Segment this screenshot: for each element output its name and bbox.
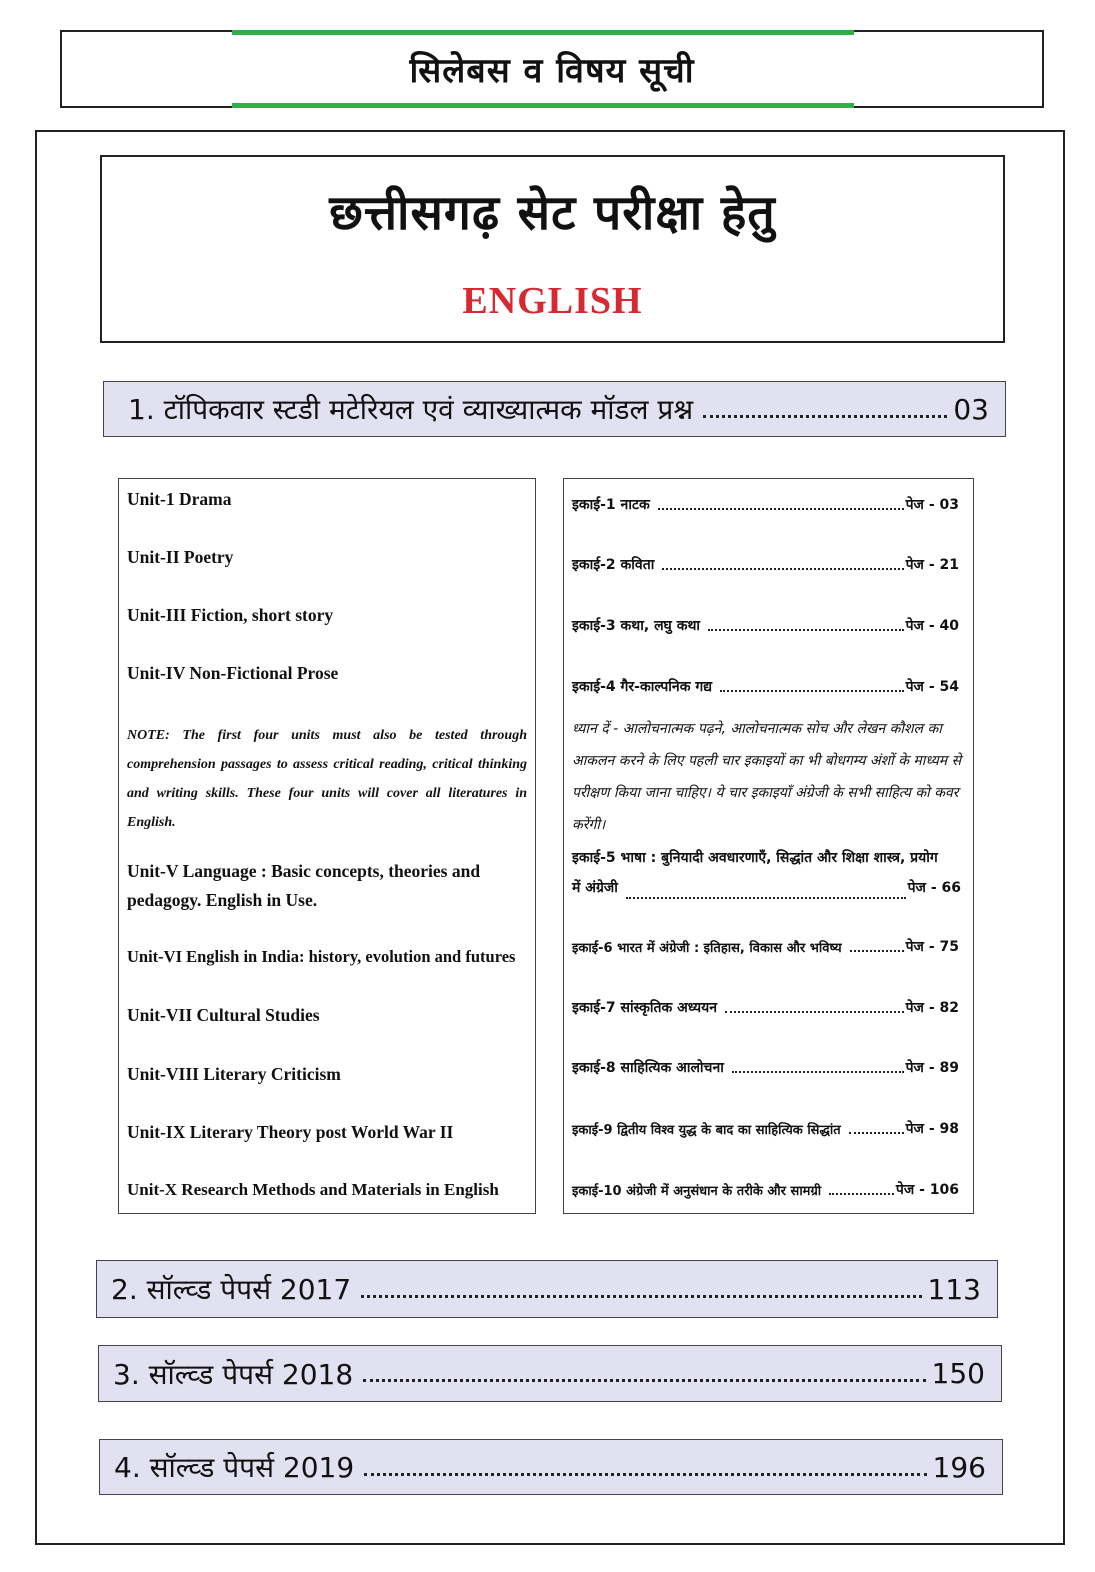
dot-leader bbox=[850, 950, 904, 952]
subject-title: ENGLISH bbox=[462, 280, 643, 322]
unit-page: पेज - 89 bbox=[905, 1060, 959, 1076]
section-topicwise-material[interactable] bbox=[103, 381, 1006, 437]
unit-title: इकाई-4 गैर-काल्पनिक गद्य bbox=[572, 679, 713, 695]
dot-leader bbox=[829, 1193, 894, 1195]
section-solved-papers-2019[interactable] bbox=[99, 1439, 1003, 1495]
hindi-unit-10[interactable] bbox=[572, 1180, 959, 1199]
exam-title: छत्तीसगढ़ सेट परीक्षा हेतु bbox=[329, 185, 776, 241]
title-box bbox=[100, 155, 1005, 343]
hindi-unit-4[interactable] bbox=[572, 677, 959, 696]
green-rule-bottom bbox=[232, 103, 854, 108]
section-label: 3. सॉल्व्ड पेपर्स 2018 bbox=[113, 1357, 354, 1391]
unit-page: पेज - 40 bbox=[905, 618, 959, 634]
hindi-unit-3[interactable] bbox=[572, 616, 959, 635]
unit-5: Unit-V Language : Basic concepts, theories and pedagogy. English in Use. bbox=[127, 861, 481, 910]
section-page: 196 bbox=[932, 1450, 986, 1484]
section-label: 2. सॉल्व्ड पेपर्स 2017 bbox=[111, 1273, 352, 1306]
unit-title: इकाई-2 कविता bbox=[572, 557, 655, 573]
unit-title: इकाई-9 द्वितीय विश्व युद्ध के बाद का साहित्यिक सिद्धांत bbox=[572, 1123, 841, 1138]
unit-4: Unit-IV Non-Fictional Prose bbox=[127, 663, 339, 683]
hindi-syllabus-box bbox=[563, 478, 974, 1214]
dot-leader bbox=[662, 568, 903, 570]
unit-1: Unit-1 Drama bbox=[127, 489, 232, 509]
unit-title: इकाई-1 नाटक bbox=[572, 497, 650, 513]
hindi-unit-2[interactable] bbox=[572, 555, 959, 574]
unit-page: पेज - 54 bbox=[905, 679, 959, 695]
dot-leader bbox=[725, 1011, 904, 1013]
unit-page: पेज - 98 bbox=[905, 1121, 959, 1137]
dot-leader bbox=[626, 897, 906, 899]
unit-page: पेज - 21 bbox=[905, 557, 959, 573]
unit-page: पेज - 82 bbox=[905, 1000, 959, 1016]
unit-page: पेज - 75 bbox=[905, 939, 959, 955]
dot-leader bbox=[361, 1295, 921, 1298]
unit-7: Unit-VII Cultural Studies bbox=[127, 1005, 320, 1025]
green-rule-top bbox=[232, 30, 854, 35]
section-page: 113 bbox=[927, 1272, 981, 1306]
section-label: 4. सॉल्व्ड पेपर्स 2019 bbox=[114, 1451, 355, 1484]
unit-title-line1: इकाई-5 भाषा : बुनियादी अवधारणाएँ, सिद्धांत और शिक्षा शास्त्र, प्रयोग bbox=[572, 850, 938, 866]
unit-6: Unit-VI English in India: history, evolution and futures bbox=[127, 947, 516, 966]
hindi-unit-6[interactable] bbox=[572, 937, 959, 956]
hindi-unit-5[interactable] bbox=[572, 843, 961, 903]
hindi-unit-1[interactable] bbox=[572, 495, 959, 514]
header-banner bbox=[60, 30, 1044, 108]
unit-title-line2: में अंग्रेजी bbox=[572, 880, 618, 896]
dot-leader bbox=[708, 629, 904, 631]
dot-leader bbox=[364, 1473, 926, 1476]
dot-leader bbox=[732, 1071, 904, 1073]
hindi-note: ध्यान दें - आलोचनात्मक पढ़ने, आलोचनात्मक सोच और लेखन कौशल का आकलन करने के लिए पहली चार इकाइयों का भी बोधगम्य अंशों के माध्यम से परीक्षण किया जाना चाहिए। ये चार इकाइयाँ अंग्रेजी के सभी साहित्य को कवर करेंगी। bbox=[572, 721, 962, 833]
section-solved-papers-2017[interactable] bbox=[96, 1260, 998, 1318]
unit-title: इकाई-6 भारत में अंग्रेजी : इतिहास, विकास और भविष्य bbox=[572, 941, 842, 956]
unit-8: Unit-VIII Literary Criticism bbox=[127, 1064, 341, 1084]
dot-leader bbox=[849, 1132, 904, 1134]
dot-leader bbox=[363, 1379, 925, 1382]
hindi-unit-8[interactable] bbox=[572, 1058, 959, 1077]
dot-leader bbox=[703, 415, 947, 418]
section-page: 03 bbox=[953, 392, 989, 426]
unit-page: पेज - 106 bbox=[895, 1182, 959, 1198]
unit-title: इकाई-8 साहित्यिक आलोचना bbox=[572, 1060, 724, 1076]
unit-3: Unit-III Fiction, short story bbox=[127, 605, 334, 625]
dot-leader bbox=[658, 508, 904, 510]
english-syllabus-box bbox=[118, 478, 536, 1214]
unit-page: पेज - 66 bbox=[907, 880, 961, 896]
dot-leader bbox=[720, 690, 904, 692]
unit-9: Unit-IX Literary Theory post World War II bbox=[127, 1122, 454, 1142]
hindi-unit-9[interactable] bbox=[572, 1119, 959, 1138]
section-solved-papers-2018[interactable] bbox=[98, 1345, 1002, 1402]
unit-2: Unit-II Poetry bbox=[127, 547, 234, 567]
banner-title: सिलेबस व विषय सूची bbox=[409, 51, 695, 91]
unit-title: इकाई-7 सांस्कृतिक अध्ययन bbox=[572, 1000, 718, 1016]
section-page: 150 bbox=[931, 1357, 985, 1390]
unit-10: Unit-X Research Methods and Materials in English bbox=[127, 1180, 499, 1199]
unit-title: इकाई-3 कथा, लघु कथा bbox=[572, 618, 701, 634]
hindi-unit-7[interactable] bbox=[572, 998, 959, 1017]
unit-title: इकाई-10 अंग्रेजी में अनुसंधान के तरीके और सामग्री bbox=[572, 1184, 822, 1199]
section-label: 1. टॉपिकवार स्टडी मटेरियल एवं व्याख्यात्मक मॉडल प्रश्न bbox=[128, 393, 694, 426]
syllabus-note: NOTE: The first four units must also be tested through comprehension passages to assess critical reading, critical thinking and writing skills. These four units will cover all literatures in English. bbox=[127, 728, 527, 830]
unit-page: पेज - 03 bbox=[905, 497, 959, 513]
